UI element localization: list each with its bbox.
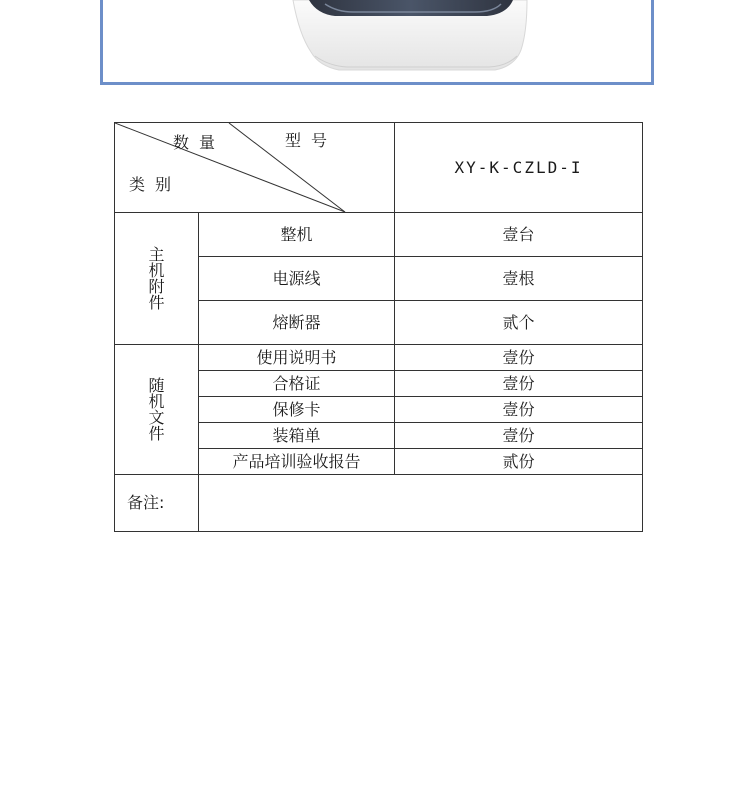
table-row (115, 345, 643, 371)
category-header-label: 类别 (129, 175, 182, 194)
item-quantity: 贰个 (395, 301, 643, 345)
item-quantity: 壹份 (395, 397, 643, 423)
note-label: 备注: (115, 475, 199, 532)
group-label-main-unit: 主 机 附 件 (115, 213, 199, 345)
item-quantity: 贰份 (395, 449, 643, 475)
item-name: 保修卡 (199, 397, 395, 423)
model-header-label: 型号 (285, 131, 338, 150)
item-quantity: 壹台 (395, 213, 643, 257)
group-label-documents: 随 机 文 件 (115, 345, 199, 475)
quantity-header-label: 数量 (173, 133, 226, 152)
item-name: 使用说明书 (199, 345, 395, 371)
item-name: 整机 (199, 213, 395, 257)
product-image-frame (100, 0, 654, 85)
diagonal-header-cell (115, 123, 395, 213)
item-quantity: 壹份 (395, 423, 643, 449)
item-name: 熔断器 (199, 301, 395, 345)
note-value (199, 475, 643, 532)
table-row (115, 213, 643, 257)
item-name: 装箱单 (199, 423, 395, 449)
header-diagonal-lines (115, 123, 395, 212)
model-number: XY-K-CZLD-I (395, 123, 643, 213)
item-quantity: 壹份 (395, 371, 643, 397)
item-quantity: 壹份 (395, 345, 643, 371)
item-name: 电源线 (199, 257, 395, 301)
item-name: 合格证 (199, 371, 395, 397)
table-row-notes (115, 475, 643, 532)
item-name: 产品培训验收报告 (199, 449, 395, 475)
item-quantity: 壹根 (395, 257, 643, 301)
device-image (103, 0, 651, 82)
packing-list-table (114, 122, 643, 532)
